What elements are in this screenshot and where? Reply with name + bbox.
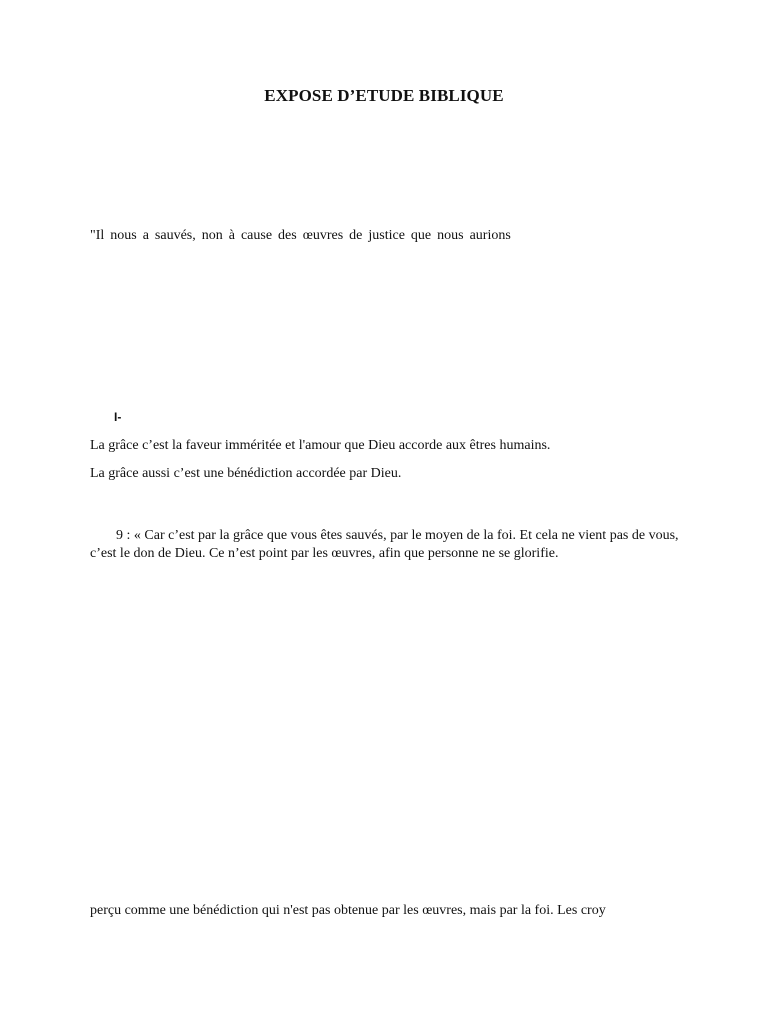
section-number: I-	[114, 410, 122, 424]
bottom-line: perçu comme une bénédiction qui n'est pas obtenue par les œuvres, mais par la foi. Les croy	[90, 903, 606, 918]
verse-paragraph: 9 : « Car c’est par la grâce que vous êtes sauvés, par le moyen de la foi. Et cela ne vient pas de vous, c’est le don de Dieu. Ce n’est point par les œuvres, afin que personne ne se glorifie.	[90, 528, 679, 561]
document-title: EXPOSE D’ETUDE BIBLIQUE	[264, 86, 504, 105]
grace-definition-2: La grâce aussi c’est une bénédiction accordée par Dieu.	[90, 466, 402, 481]
quote-line: "Il nous a sauvés, non à cause des œuvres de justice que nous aurions	[90, 228, 511, 243]
grace-definition-1: La grâce c’est la faveur imméritée et l'amour que Dieu accorde aux êtres humains.	[90, 438, 551, 453]
